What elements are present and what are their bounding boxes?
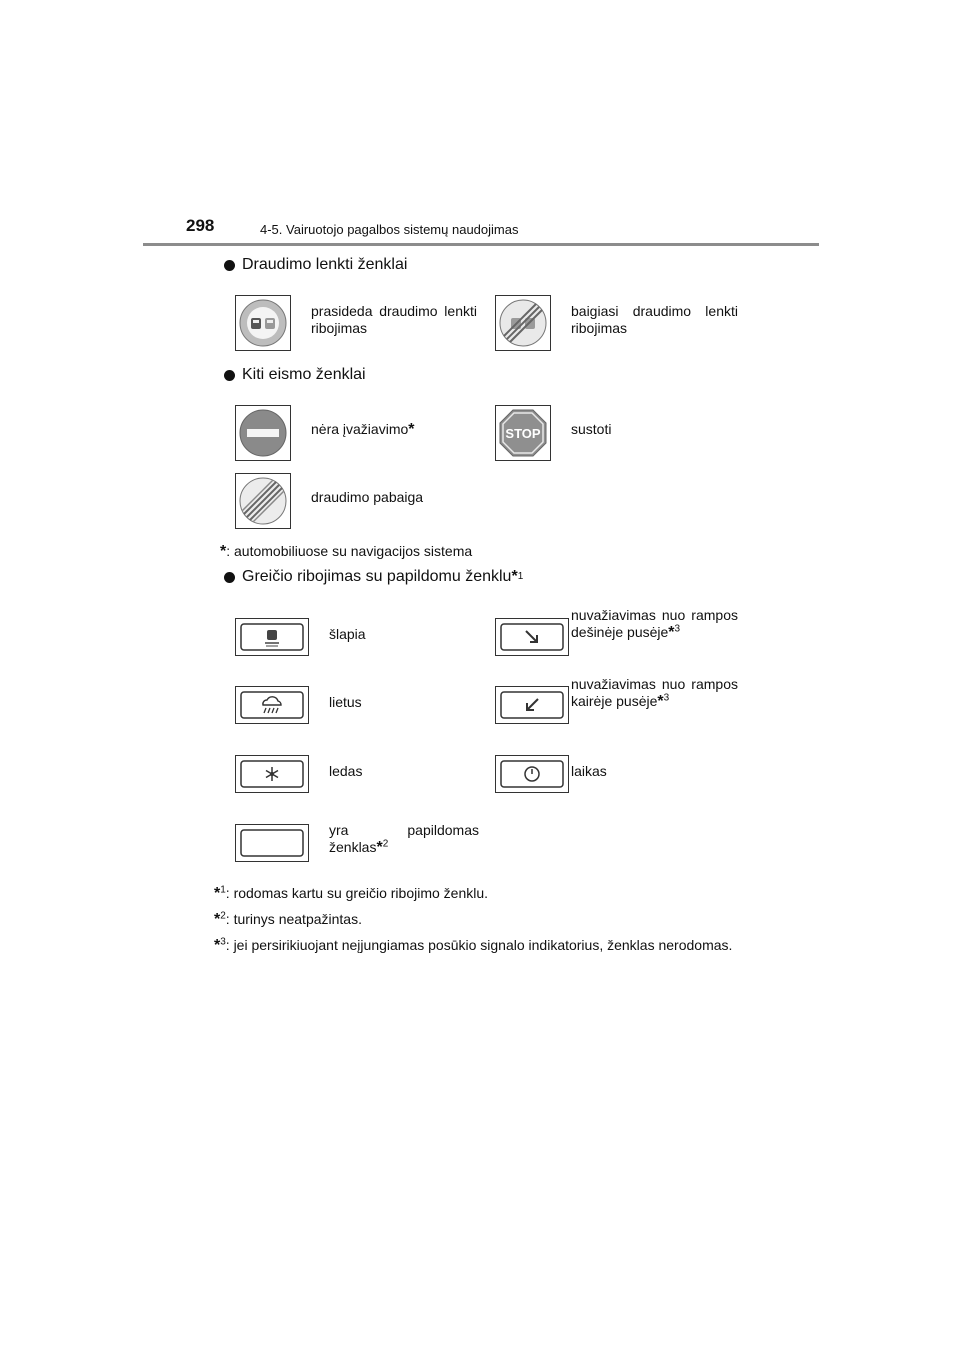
navigation-footnote: *: automobiliuose su navigacijos sistema [220, 543, 473, 560]
other-signs-heading: Kiti eismo ženklai [224, 366, 366, 384]
additional-sign-label: yra papildomas ženklas*$^2$ [329, 822, 479, 856]
end-no-overtaking-label: baigiasi draudimo lenkti ribojimas [571, 303, 738, 336]
arrow-down-left-icon [495, 686, 569, 724]
footnote-3: *$^3$ : jei persirikiuojant neįjungiamas posūkio signalo indikatorius, ženklas nerodomas. [214, 936, 744, 955]
no-overtaking-sign-icon [235, 295, 291, 351]
rain-label: lietus [329, 694, 362, 710]
bullet-icon [224, 260, 235, 271]
footnote-1: *$^1$: rodomas kartu su greičio ribojimo ženklu. [214, 884, 489, 902]
end-of-restriction-label: draudimo pabaiga [311, 489, 424, 505]
wet-road-icon [235, 618, 309, 656]
end-no-overtaking-sign-icon [495, 295, 551, 351]
stop-sign-text: STOP [505, 426, 541, 441]
no-entry-label: nėra įvažiavimo* [311, 421, 415, 438]
ice-label: ledas [329, 763, 363, 779]
no-entry-sign-icon [235, 405, 291, 461]
rain-icon [235, 686, 309, 724]
footnote-2: *$^2$: turinys neatpažintas. [214, 910, 362, 928]
end-of-restriction-sign-icon [235, 473, 291, 529]
exit-left-label: nuvažiavimas nuo rampos kairėje pusėje*$^3$ [571, 676, 738, 710]
header-divider [143, 243, 819, 246]
clock-icon [495, 755, 569, 793]
time-label: laikas [571, 763, 607, 779]
arrow-down-right-icon [495, 618, 569, 656]
stop-label: sustoti [571, 421, 612, 437]
overtaking-heading: Draudimo lenkti ženklai [224, 256, 407, 274]
exit-right-label: nuvažiavimas nuo rampos dešinėje pusėje*$^3$ [571, 607, 738, 641]
page-number: 298 [186, 216, 215, 235]
bullet-icon [224, 370, 235, 381]
snowflake-icon [235, 755, 309, 793]
blank-plate-icon [235, 824, 309, 862]
wet-label: šlapia [329, 626, 366, 642]
footnote-3-text: : jei persirikiuojant neįjungiamas posūkio signalo indikatorius, ženklas nerodomas. [225, 937, 733, 953]
section-title: 4-5. Vairuotojo pagalbos sistemų naudojimas [260, 222, 519, 237]
stop-sign-icon [495, 405, 551, 461]
speed-heading: Greičio ribojimas su papildomu ženklu * 1 [224, 568, 523, 586]
no-overtaking-label: prasideda draudimo lenkti ribojimas [311, 303, 477, 336]
bullet-icon [224, 572, 235, 583]
